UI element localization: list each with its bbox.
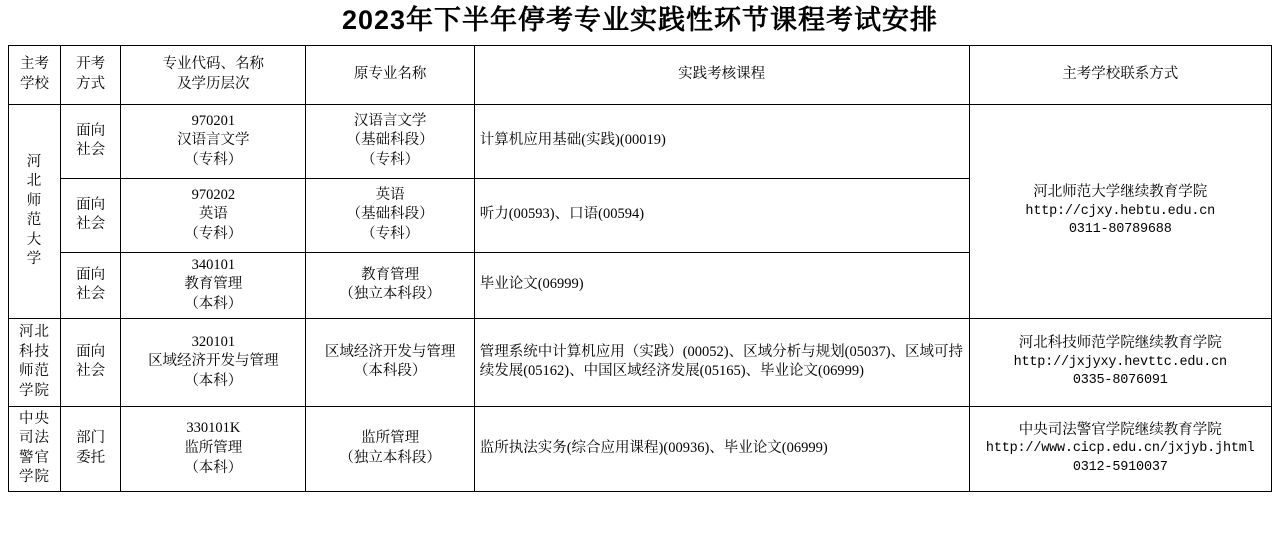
cell-exam-mode: 部门 委托: [61, 406, 121, 491]
cell-contact: 中央司法警官学院继续教育学院 http://www.cicp.edu.cn/jxjyb.jhtml 0312-5910037: [969, 406, 1272, 491]
exam-schedule-table: [8, 45, 1272, 492]
cell-exam-mode: 面向 社会: [61, 252, 121, 318]
table-header-row: [9, 45, 1272, 104]
cell-practical-course: 听力(00593)、口语(00594): [474, 178, 969, 252]
column-header-practical-course: 实践考核课程: [474, 45, 969, 104]
cell-major: 970202 英语 （专科）: [121, 178, 306, 252]
cell-practical-course: 监所执法实务(综合应用课程)(00936)、毕业论文(06999): [474, 406, 969, 491]
table-row: [9, 104, 1272, 178]
cell-practical-course: 毕业论文(06999): [474, 252, 969, 318]
table-body: [9, 104, 1272, 491]
cell-original-major: 教育管理 （独立本科段）: [306, 252, 474, 318]
table-row: [9, 406, 1272, 491]
cell-major: 340101 教育管理 （本科）: [121, 252, 306, 318]
cell-original-major: 监所管理 （独立本科段）: [306, 406, 474, 491]
table-header: [9, 45, 1272, 104]
column-header-contact: 主考学校联系方式: [969, 45, 1272, 104]
cell-school: 河北 科技 师范 学院: [9, 318, 61, 406]
cell-contact: 河北科技师范学院继续教育学院 http://jxjyxy.hevttc.edu.cn 0335-8076091: [969, 318, 1272, 406]
cell-original-major: 汉语言文学 （基础科段） （专科）: [306, 104, 474, 178]
cell-practical-course: 管理系统中计算机应用（实践）(00052)、区域分析与规划(05037)、区域可持续发展(05162)、中国区域经济发展(05165)、毕业论文(06999): [474, 318, 969, 406]
cell-school: 中央 司法 警官 学院: [9, 406, 61, 491]
cell-exam-mode: 面向 社会: [61, 318, 121, 406]
cell-major: 970201 汉语言文学 （专科）: [121, 104, 306, 178]
cell-original-major: 英语 （基础科段） （专科）: [306, 178, 474, 252]
table-row: [9, 318, 1272, 406]
cell-practical-course: 计算机应用基础(实践)(00019): [474, 104, 969, 178]
column-header-mode: 开考 方式: [61, 45, 121, 104]
column-header-school: 主考 学校: [9, 45, 61, 104]
cell-major: 320101 区域经济开发与管理 （本科）: [121, 318, 306, 406]
column-header-major: 专业代码、名称 及学历层次: [121, 45, 306, 104]
column-header-original-major: 原专业名称: [306, 45, 474, 104]
cell-school: 河 北 师 范 大 学: [9, 104, 61, 318]
page-title: 2023年下半年停考专业实践性环节课程考试安排: [341, 5, 939, 35]
cell-original-major: 区域经济开发与管理 （本科段）: [306, 318, 474, 406]
cell-exam-mode: 面向 社会: [61, 178, 121, 252]
cell-major: 330101K 监所管理 （本科）: [121, 406, 306, 491]
cell-contact: 河北师范大学继续教育学院 http://cjxy.hebtu.edu.cn 0311-80789688: [969, 104, 1272, 318]
cell-exam-mode: 面向 社会: [61, 104, 121, 178]
